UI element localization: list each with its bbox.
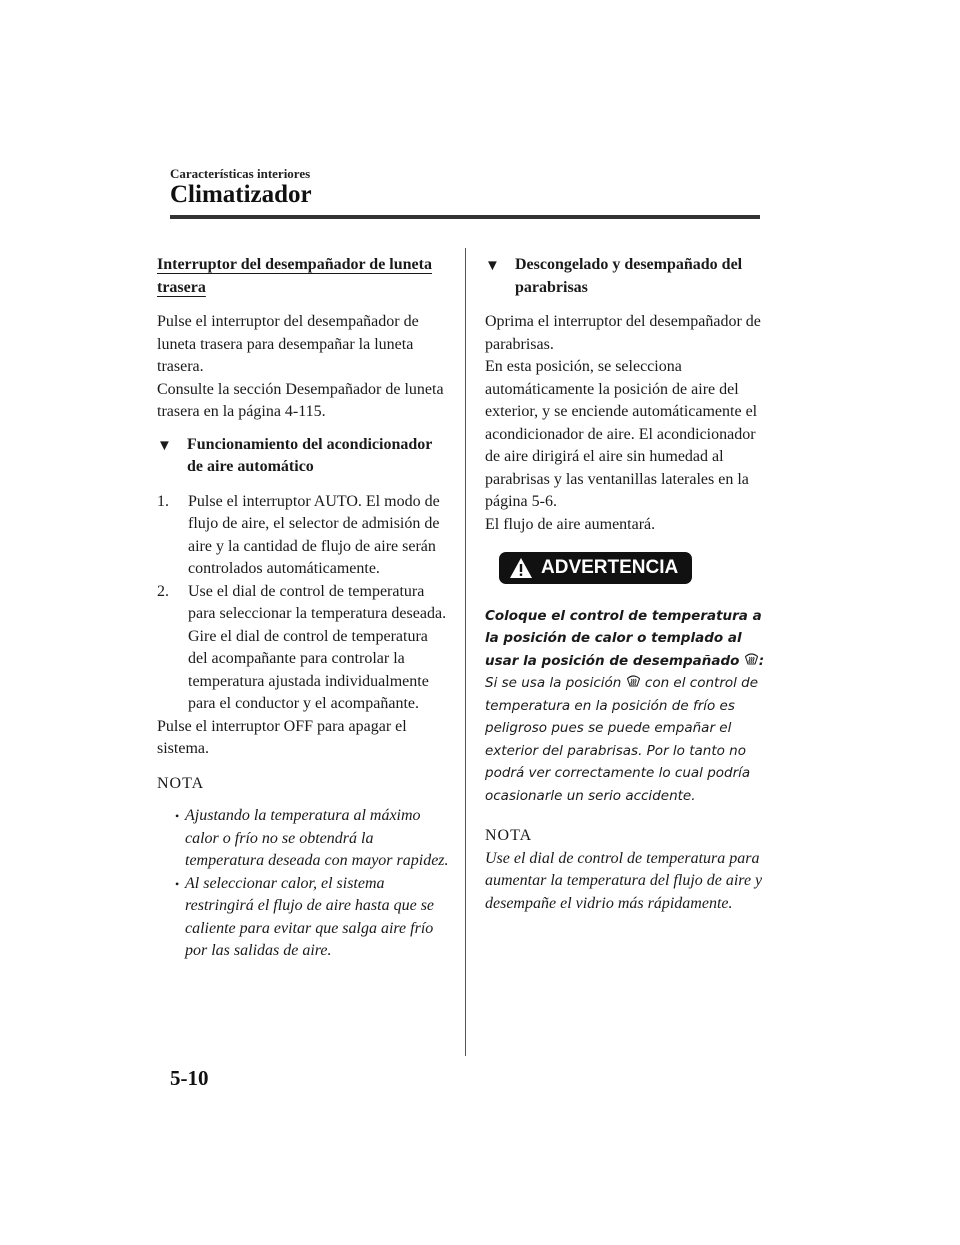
rear-defroster-paragraph: Pulse el interruptor del desempañador de luneta trasera para desempañar la luneta trasera. bbox=[157, 313, 419, 375]
warning-body-b: con el control de temperatura en la posición de frío es peligroso pues se puede empañar el exterior del parabrisas. Por lo tanto no podrá ver correctamente lo cual podría ocasionarle un serio accidente. bbox=[485, 675, 759, 804]
note-bullet bbox=[157, 805, 449, 873]
title-rule bbox=[170, 215, 760, 219]
windshield-defrost-icon bbox=[744, 652, 759, 666]
list-item-number: 1. bbox=[157, 492, 169, 510]
off-paragraph: Pulse el interruptor OFF para apagar el sistema. bbox=[157, 717, 407, 757]
page-number: 5-10 bbox=[170, 1066, 209, 1090]
right-column bbox=[485, 254, 767, 915]
note-label: NOTA bbox=[485, 827, 533, 844]
list-item bbox=[157, 581, 449, 716]
triangle-down-icon: ▼ bbox=[485, 258, 500, 274]
breadcrumb: Características interiores bbox=[170, 166, 311, 181]
note-text: Use el dial de control de temperatura para aumentar la temperatura del flujo de aire y desempañe el vidrio más rápidamente. bbox=[485, 849, 763, 912]
list-item-text: Use el dial de control de temperatura para seleccionar la temperatura deseada. bbox=[188, 582, 447, 622]
defrost-paragraph: El flujo de aire aumentará. bbox=[485, 515, 656, 533]
left-column bbox=[157, 254, 449, 963]
list-item-text: Gire el dial de control de temperatura del acompañante para controlar la temperatura ajustada individualmente para el conductor y el acompañante. bbox=[188, 627, 429, 712]
subheading-windshield-defrost-text: Descongelado y desempañado del parabrisas bbox=[515, 256, 743, 296]
warning-badge bbox=[499, 552, 692, 584]
warning-icon bbox=[509, 557, 533, 579]
column-divider bbox=[465, 248, 466, 1056]
rear-defroster-reference: Consulte la sección Desempañador de luneta trasera en la página 4-115. bbox=[157, 380, 444, 420]
defrost-paragraph: En esta posición, se selecciona automáticamente la posición de aire del exterior, y se enciende automáticamente el acondicionador de aire. El acondicionador de aire dirigirá el aire sin humedad al parabrisas y las ventanillas laterales en la página 5-6. bbox=[485, 358, 758, 510]
note-bullet-text: Ajustando la temperatura al máximo calor o frío no se obtendrá la temperatura deseada con mayor rapidez. bbox=[185, 807, 449, 869]
note-bullet-text: Al seleccionar calor, el sistema restringirá el flujo de aire hasta que se caliente para evitar que salga aire frío por las salidas de aire. bbox=[185, 874, 435, 959]
warning-label: ADVERTENCIA bbox=[541, 557, 679, 578]
subheading-auto-ac-text: Funcionamiento del acondicionador de aire automático bbox=[187, 435, 433, 475]
page-title: Climatizador bbox=[170, 181, 312, 208]
subheading-auto-ac bbox=[157, 434, 449, 479]
list-item-number: 2. bbox=[157, 582, 169, 600]
list-item-body bbox=[188, 581, 449, 716]
warning-text bbox=[485, 605, 767, 808]
warning-body-a: Si se usa la posición bbox=[485, 675, 622, 691]
note-label: NOTA bbox=[157, 774, 205, 792]
section-heading-rear-defroster: Interruptor del desempañador de luneta trasera bbox=[157, 256, 432, 296]
list-item bbox=[157, 491, 449, 581]
bullet-dot-icon: • bbox=[175, 809, 180, 823]
warning-bold-colon: : bbox=[758, 652, 765, 669]
note-bullet bbox=[157, 873, 449, 963]
subheading-windshield-defrost bbox=[485, 254, 767, 299]
defrost-paragraph: Oprima el interruptor del desempañador de parabrisas. bbox=[485, 313, 761, 353]
warning-bold-text: Coloque el control de temperatura a la posición de calor o templado al usar la posición de desempañado bbox=[485, 607, 762, 669]
list-item-text: Pulse el interruptor AUTO. El modo de flujo de aire, el selector de admisión de aire y la cantidad de flujo de aire serán controlados automáticamente. bbox=[188, 492, 440, 577]
windshield-defrost-icon bbox=[626, 674, 641, 688]
triangle-down-icon: ▼ bbox=[157, 437, 172, 454]
bullet-dot-icon: • bbox=[175, 876, 180, 891]
